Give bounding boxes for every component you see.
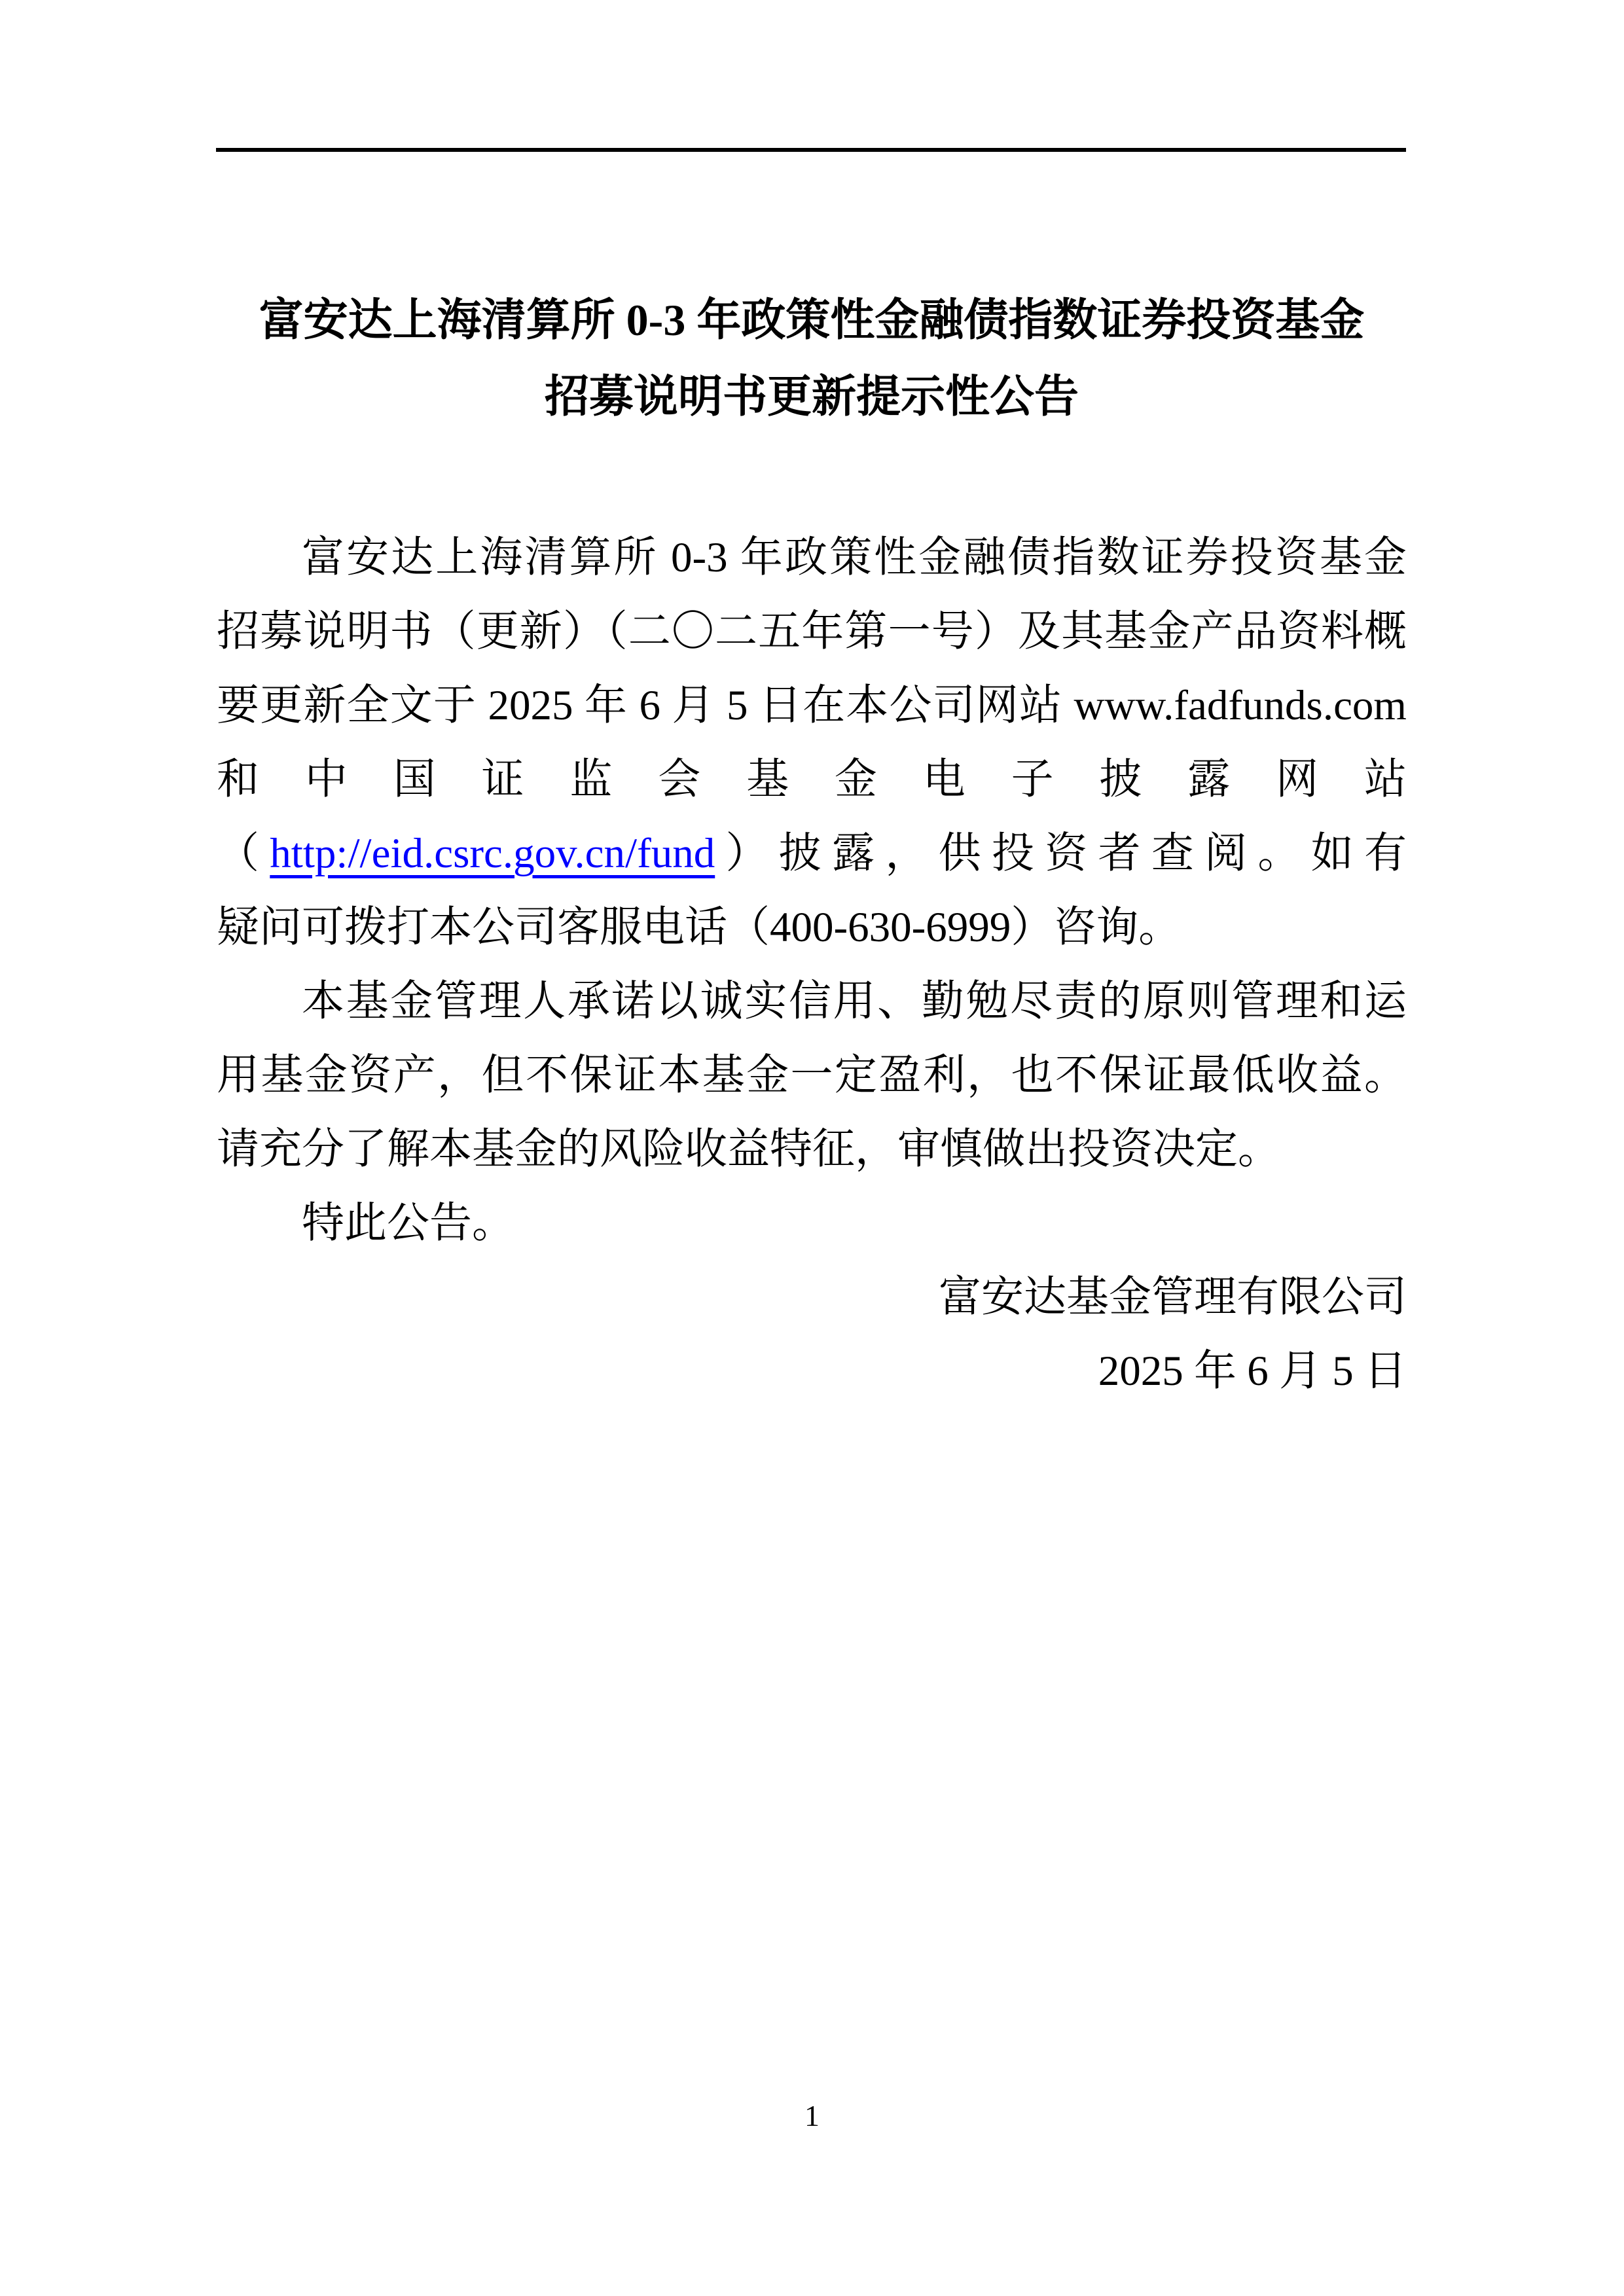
line5-open-paren: （ <box>217 830 270 877</box>
paragraph1-line4: 和中国证监会基金电子披露网站 <box>217 756 1407 803</box>
signature-line: 富安达基金管理有限公司 <box>938 1274 1407 1321</box>
line5-text-after: ）披露，供投资者查阅。如有 <box>715 830 1407 877</box>
paragraph2-line2: 用基金资产，但不保证本基金一定盈利，也不保证最低收益。 <box>217 1052 1407 1099</box>
title-line-2: 招募说明书更新提示性公告 <box>544 372 1079 422</box>
paragraph1-line6: 疑问可拨打本公司客服电话（400-630-6999）咨询。 <box>217 904 1182 951</box>
paragraph2-line1: 本基金管理人承诺以诚实信用、勤勉尽责的原则管理和运 <box>302 978 1407 1025</box>
paragraph1-line3: 要更新全文于 2025 年 6 月 5 日在本公司网站 www.fadfunds.com <box>217 682 1407 729</box>
document-title <box>216 282 1407 435</box>
closing-line: 特此公告。 <box>302 1200 515 1247</box>
paragraph1-line5 <box>217 817 1407 891</box>
document-body <box>217 521 1407 1408</box>
page-number: 1 <box>804 2099 820 2132</box>
header-rule <box>216 148 1406 152</box>
paragraph1-line2: 招募说明书（更新）（二〇二五年第一号）及其基金产品资料概 <box>217 608 1407 655</box>
date-line: 2025 年 6 月 5 日 <box>1098 1348 1407 1395</box>
csrc-disclosure-link[interactable]: http://eid.csrc.gov.cn/fund <box>270 830 715 877</box>
paragraph2-line3: 请充分了解本基金的风险收益特征，审慎做出投资决定。 <box>217 1126 1281 1173</box>
title-line-1: 富安达上海清算所 0-3 年政策性金融债指数证券投资基金 <box>259 295 1365 345</box>
paragraph1-line1: 富安达上海清算所 0-3 年政策性金融债指数证券投资基金 <box>302 534 1407 581</box>
